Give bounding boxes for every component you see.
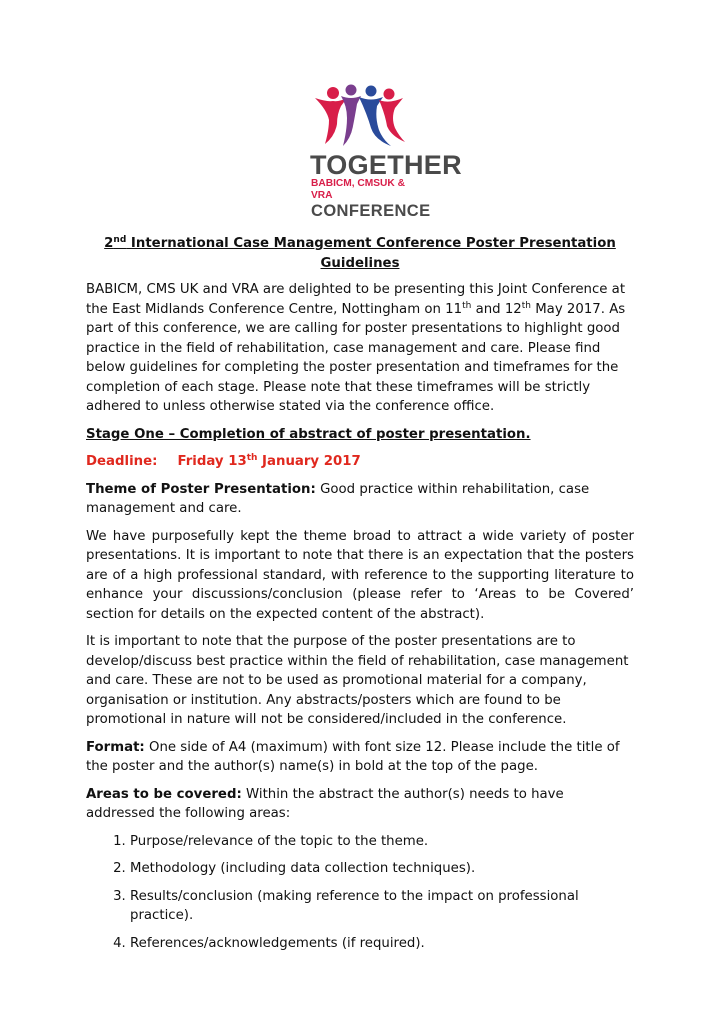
format-label: Format: [86,739,145,755]
list-item: 4. References/acknowledgements (if required). [130,934,634,954]
theme-paragraph: Theme of Poster Presentation: Good practice within rehabilitation, case management and care. [86,481,590,516]
stage-one-heading: Stage One – Completion of abstract of poster presentation. [86,426,531,442]
intro-paragraph: BABICM, CMS UK and VRA are delighted to be presenting this Joint Conference at the East Midlands Conference Centre, Nottingham on 11th and 12th May 2017. As part of this conference, we are calling for poster presentations to highlight good practice in the field of rehabilitation, case management and care. Please find below guidelines for completing the poster presentation and timeframes for the completion of each stage. Please note that these timeframes will be strictly adhered to unless otherwise stated via the conference office. [86,282,626,414]
deadline-label: Deadline: [86,454,158,469]
areas-list [86,832,634,954]
purpose-paragraph: It is important to note that the purpose of the poster presentations are to develop/discuss best practice within the field of rehabilitation, case management and care. These are not to be used as promotional material for a company, organisation or institution. Any abstracts/posters which are found to be promotional in nature will not be considered/included in the conference. [86,634,629,727]
deadline-line [86,452,634,472]
list-item: 2. Methodology (including data collection techniques). [130,859,634,879]
document-body [86,234,634,961]
format-paragraph: Format: One side of A4 (maximum) with font size 12. Please include the title of the poster and the author(s) name(s) in bold at the top of the page. [86,739,620,774]
page-title: 2nd International Case Management Conference Poster Presentation Guidelines [104,235,616,271]
people-figures-icon [305,84,415,150]
broad-theme-paragraph: We have purposefully kept the theme broad to attract a wide variety of poster presentations. It is important to note that there is an expectation that the posters are of a high professional standard, with reference to the supporting literature to enhance your discussions/conclusion (please refer to ‘Areas to be Covered’ section for details on the expected content of the abstract). [86,528,634,622]
list-item: 1. Purpose/relevance of the topic to the theme. [130,832,634,852]
deadline-value: Friday 13th January 2017 [177,453,361,469]
list-item: 3. Results/conclusion (making reference to the impact on professional practice). [130,887,634,926]
logo-organisations: BABICM, CMSUK & VRA [311,178,405,201]
theme-label: Theme of Poster Presentation: [86,481,316,497]
logo-word-conference: CONFERENCE [311,202,431,220]
areas-label: Areas to be covered: [86,786,242,802]
conference-logo [300,84,462,220]
areas-paragraph: Areas to be covered: Within the abstract the author(s) needs to have addressed the following areas: [86,786,564,821]
logo-word-together: TOGETHER [310,150,462,180]
